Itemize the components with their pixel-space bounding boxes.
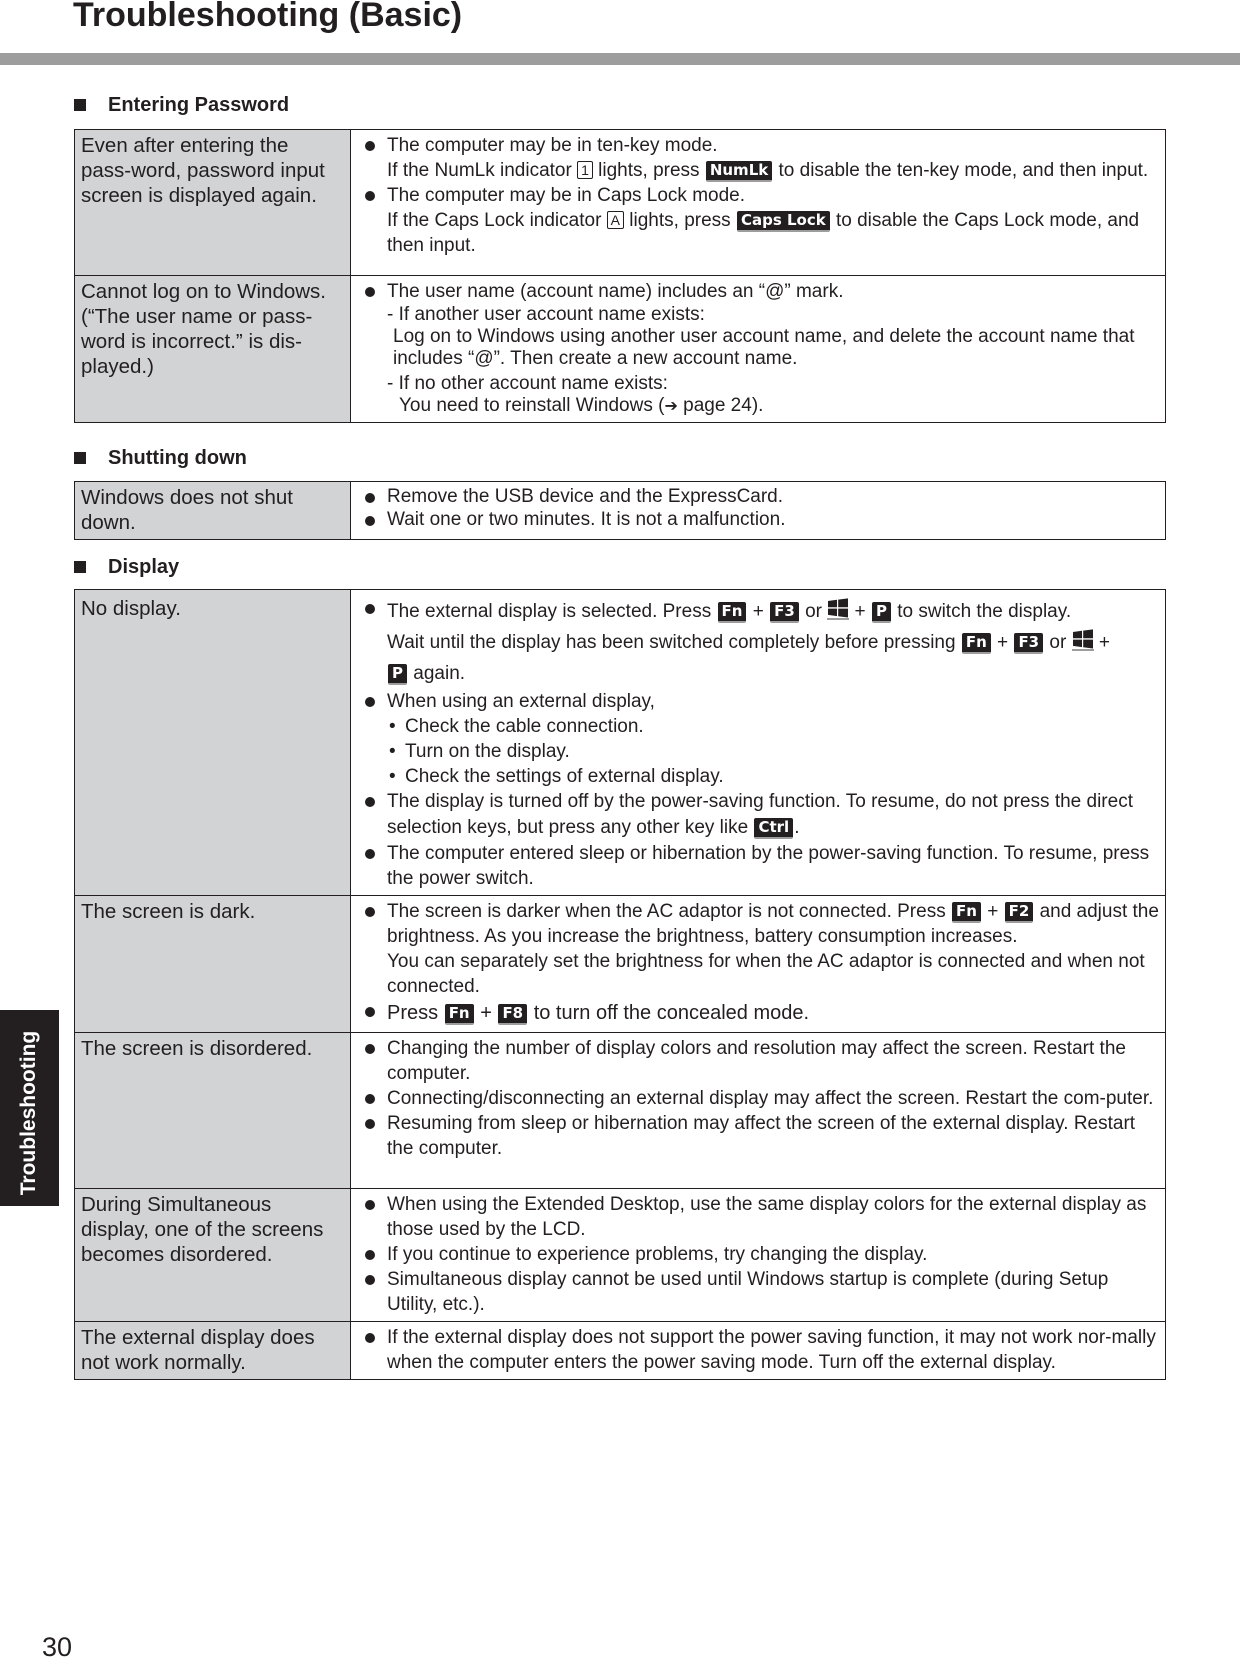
text-fragment: You need to reinstall Windows ( [399, 395, 665, 416]
list-item [357, 899, 1159, 999]
text-fragment: or [1049, 632, 1067, 653]
solution-text: The computer may be in ten-key mode. [387, 135, 718, 156]
list-item [357, 596, 1159, 689]
text-fragment: The external display is selected. Press [387, 601, 712, 622]
table-row [75, 482, 1166, 540]
small-dot-icon: • [389, 741, 396, 762]
solution-cell [351, 1033, 1166, 1189]
side-tab-label: Troubleshooting [17, 1030, 40, 1196]
shutdown-table [74, 481, 1166, 540]
page-number: 30 [42, 1632, 73, 1662]
text-fragment: Check the settings of external display. [405, 766, 724, 787]
problem-cell: Even after entering the pass-word, password input screen is displayed again. [75, 130, 351, 276]
list-item [357, 789, 1159, 841]
text-fragment: Turn on the display. [405, 741, 570, 762]
title-rule [0, 53, 1240, 65]
text-fragment: . [794, 817, 800, 838]
list-item: Changing the number of display colors and resolution may affect the screen. Restart the computer. [357, 1036, 1159, 1086]
text-fragment: If the Caps Lock indicator [387, 210, 602, 231]
sub-list-item [387, 714, 1159, 739]
list-item: If the external display does not support the power saving function, it may not work nor-mally when the computer enters the power saving mode. Turn off the external display. [357, 1325, 1159, 1375]
capslock-indicator-icon: A [607, 211, 624, 229]
solution-text: Log on to Windows using another user account name, and delete the account name that includes “@”. Then create a new account name. [393, 326, 1135, 369]
solution-cell [351, 482, 1166, 540]
p-key-icon: P [388, 664, 407, 685]
solution-text: The computer may be in Caps Lock mode. [387, 185, 746, 206]
right-arrow-icon: ➔ [664, 398, 678, 415]
text-fragment: The display is turned off by the power-saving function. To resume, do not press the direct selection keys, but press any other key like [387, 791, 1133, 838]
list-item: If you continue to experience problems, try changing the display. [357, 1242, 1159, 1267]
windows-key-icon [827, 598, 849, 620]
list-item: Connecting/disconnecting an external display may affect the screen. Restart the com-puter. [357, 1086, 1159, 1111]
problem-cell: The screen is dark. [75, 896, 351, 1033]
text-fragment: + [854, 601, 866, 622]
square-bullet-icon [74, 561, 86, 573]
list-item [357, 279, 1159, 304]
solution-text: - If another user account name exists: [387, 304, 705, 325]
problem-cell: The screen is disordered. [75, 1033, 351, 1189]
problem-cell: Windows does not shut down. [75, 482, 351, 540]
text-fragment: + [997, 632, 1009, 653]
list-item: Resuming from sleep or hibernation may affect the screen of the external display. Restart the computer. [357, 1111, 1159, 1161]
square-bullet-icon [74, 99, 86, 111]
text-fragment: to turn off the concealed mode. [533, 1002, 810, 1024]
problem-cell: The external display does not work normally. [75, 1322, 351, 1380]
solution-text: When using an external display, [387, 691, 655, 712]
fn-key-icon: Fn [962, 633, 991, 654]
solution-text: - If no other account name exists: [387, 373, 668, 394]
fn-key-icon: Fn [718, 602, 747, 623]
table-row [75, 1033, 1166, 1189]
solution-cell [351, 590, 1166, 896]
list-item [357, 689, 1159, 789]
text-fragment: lights, press [598, 160, 700, 181]
capslock-key-icon: Caps Lock [737, 211, 830, 232]
section-heading-label: Entering Password [108, 94, 290, 116]
sub-list-item [387, 764, 1159, 789]
solution-text [387, 395, 1159, 418]
section-heading-password [74, 93, 289, 117]
problem-cell: During Simultaneous display, one of the screens becomes disordered. [75, 1189, 351, 1322]
text-fragment: to disable the ten-key mode, and then input. [778, 160, 1149, 181]
table-row [75, 1322, 1166, 1380]
sub-list-item [387, 739, 1159, 764]
solution-text: You can separately set the brightness for when the AC adaptor is connected and when not connected. [387, 951, 1145, 997]
solution-cell [351, 276, 1166, 423]
fn-key-icon: Fn [952, 902, 981, 923]
text-fragment: Check the cable connection. [405, 716, 644, 737]
display-table [74, 589, 1166, 1380]
small-dot-icon: • [389, 766, 396, 787]
solution-cell [351, 1189, 1166, 1322]
solution-cell [351, 130, 1166, 276]
text-fragment: + [752, 601, 764, 622]
list-item: Remove the USB device and the ExpressCard. [357, 485, 1159, 508]
text-fragment: If the NumLk indicator [387, 160, 572, 181]
list-item: When using the Extended Desktop, use the same display colors for the external display as those used by the LCD. [357, 1192, 1159, 1242]
list-item: The computer entered sleep or hibernation by the power-saving function. To resume, press the power switch. [357, 841, 1159, 891]
solution-text: The user name (account name) includes an “@” mark. [387, 281, 844, 302]
text-fragment: The screen is darker when the AC adaptor is not connected. Press [387, 901, 946, 922]
side-tab [0, 1010, 59, 1206]
text-fragment: Press [387, 1002, 439, 1024]
solution-cell [351, 896, 1166, 1033]
f2-key-icon: F2 [1005, 902, 1034, 923]
text-fragment: + [1098, 632, 1110, 653]
problem-cell: No display. [75, 590, 351, 896]
numlk-key-icon: NumLk [706, 161, 772, 182]
numlk-indicator-icon: 1 [577, 161, 593, 179]
section-heading-label: Display [108, 556, 180, 578]
fn-key-icon: Fn [445, 1004, 474, 1025]
text-fragment: + [987, 901, 999, 922]
text-fragment: to switch the display. [897, 601, 1072, 622]
table-row [75, 130, 1166, 276]
list-item [357, 999, 1159, 1028]
list-item [357, 133, 1159, 183]
section-heading-label: Shutting down [108, 447, 247, 469]
text-fragment: lights, press [629, 210, 731, 231]
problem-cell: Cannot log on to Windows. (“The user name or pass-word is incorrect.” is dis-played.) [75, 276, 351, 423]
p-key-icon: P [872, 602, 891, 623]
section-heading-display [74, 555, 179, 579]
text-fragment: + [480, 1002, 492, 1024]
text-fragment: page 24). [683, 395, 764, 416]
solution-text [387, 208, 1159, 258]
text-fragment: to disable the Caps Lock mode, and then input. [387, 210, 1140, 256]
ctrl-key-icon: Ctrl [754, 818, 793, 839]
table-row [75, 896, 1166, 1033]
text-fragment: and adjust the brightness. As you increase the brightness, battery consumption increases. [387, 901, 1159, 947]
f8-key-icon: F8 [498, 1004, 527, 1025]
f3-key-icon: F3 [770, 602, 799, 623]
list-item: Wait one or two minutes. It is not a malfunction. [357, 508, 1159, 531]
table-row [75, 1189, 1166, 1322]
text-fragment: or [805, 601, 822, 622]
section-heading-shutdown [74, 446, 247, 470]
list-item [357, 183, 1159, 258]
page-title: Troubleshooting (Basic) [73, 0, 463, 34]
f3-key-icon: F3 [1014, 633, 1043, 654]
solution-text [387, 158, 1159, 183]
square-bullet-icon [74, 452, 86, 464]
solution-cell [351, 1322, 1166, 1380]
small-dot-icon: • [389, 716, 396, 737]
password-table [74, 129, 1166, 423]
list-item: Simultaneous display cannot be used until Windows startup is complete (during Setup Utility, etc.). [357, 1267, 1159, 1317]
table-row [75, 276, 1166, 423]
table-row [75, 590, 1166, 896]
windows-key-icon [1072, 629, 1094, 651]
text-fragment: again. [413, 663, 466, 684]
text-fragment: Wait until the display has been switched completely before pressing [387, 632, 956, 653]
